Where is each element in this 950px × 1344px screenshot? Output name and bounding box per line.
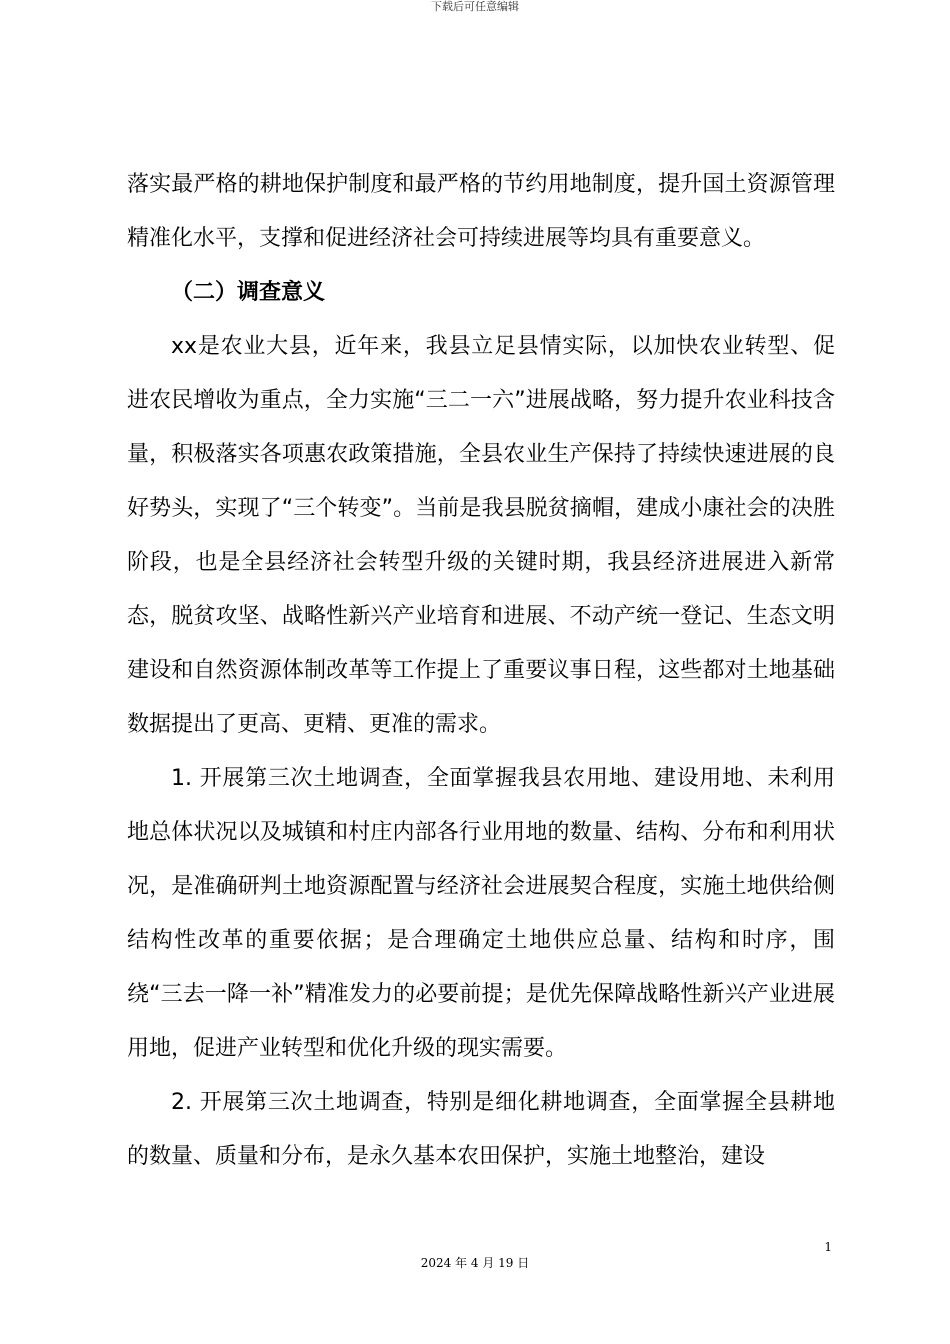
paragraph-continuation: 落实最严格的耕地保护制度和最严格的节约用地制度，提升国土资源管理精准化水平，支撑和促进经济社会可持续进展等均具有重要意义。 bbox=[127, 172, 835, 251]
document-body bbox=[127, 158, 835, 1184]
header-note: 下载后可任意编辑 bbox=[431, 0, 519, 13]
footer-date: 2024 年 4 月 19 日 bbox=[420, 1256, 530, 1270]
page-number: 1 bbox=[824, 1240, 832, 1254]
paragraph-background: xx是农业大县，近年来，我县立足县情实际，以加快农业转型、促进农民增收为重点，全力实施“三二一六”进展战略，努力提升农业科技含量，积极落实各项惠农政策措施，全县农业生产保持了持续快速进展的良好势头，实现了“三个转变”。当前是我县脱贫摘帽，建成小康社会的决胜阶段，也是全县经济社会转型升级的关键时期，我县经济进展进入新常态，脱贫攻坚、战略性新兴产业培育和进展、不动产统一登记、生态文明建设和自然资源体制改革等工作提上了重要议事日程，这些都对土地基础数据提出了更高、更精、更准的需求。 bbox=[127, 334, 835, 737]
section-heading: （二）调查意义 bbox=[171, 280, 326, 305]
paragraph-point-2: 2. 开展第三次土地调查，特别是细化耕地调查，全面掌握全县耕地的数量、质量和分布，是永久基本农田保护，实施土地整治，建设 bbox=[127, 1090, 835, 1169]
paragraph-point-1: 1. 开展第三次土地调查，全面掌握我县农用地、建设用地、未利用地总体状况以及城镇和村庄内部各行业用地的数量、结构、分布和利用状况，是准确研判土地资源配置与经济社会进展契合程度，实施土地供给侧结构性改革的重要依据；是合理确定土地供应总量、结构和时序，围绕“三去一降一补”精准发力的必要前提；是优先保障战略性新兴产业进展用地，促进产业转型和优化升级的现实需要。 bbox=[127, 766, 835, 1061]
